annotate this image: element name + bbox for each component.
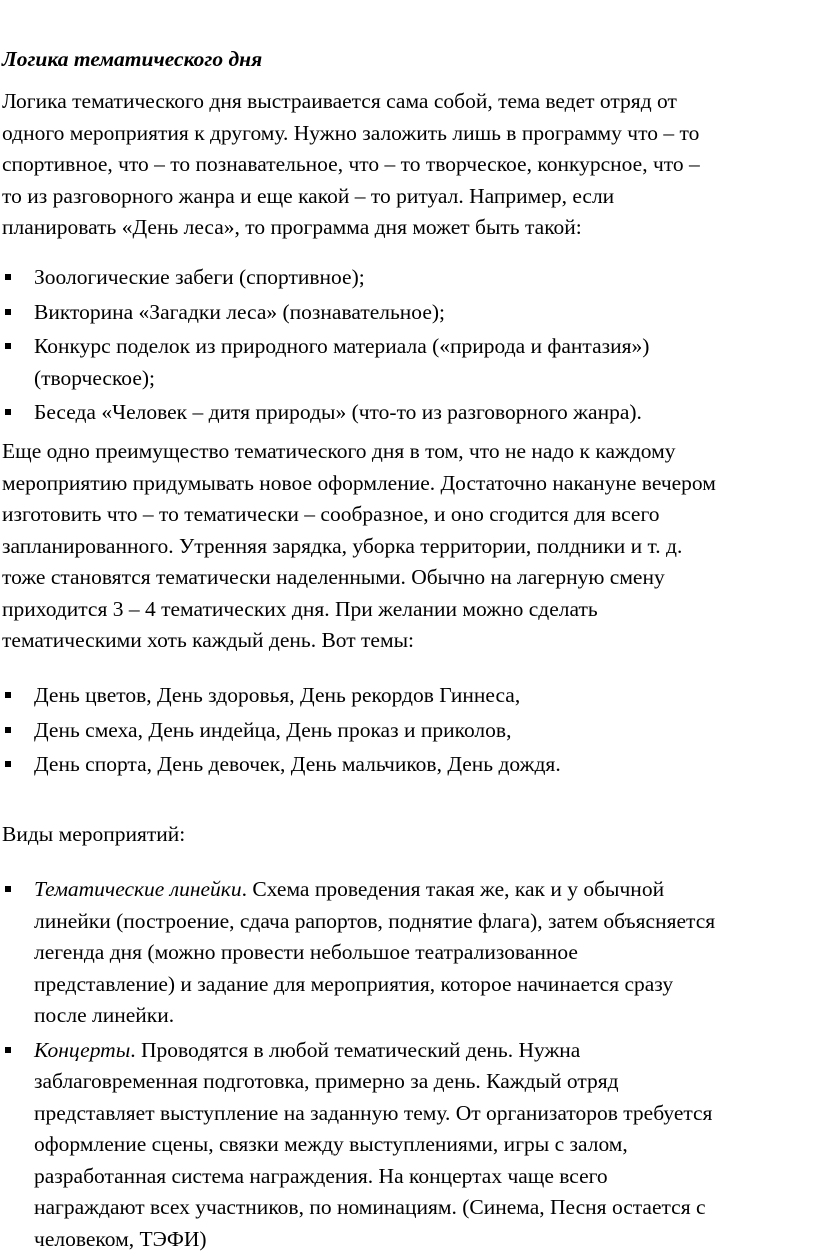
list-item-text: человеком, ТЭФИ) [34,1226,207,1251]
advantage-line: приходится 3 – 4 тематических дня. При желании можно сделать [2,596,598,621]
intro-line: то из разговорного жанра и еще какой – то ритуал. Например, если [2,183,615,208]
list-item-text: разработанная система награждения. На концертах чаще всего [34,1163,608,1188]
list-item-text: День цветов, День здоровья, День рекордов Гиннеса, [34,683,521,707]
list-item-text: представляет выступление на заданную тему. От организаторов требуется [34,1100,713,1125]
square-bullet-icon [5,343,11,349]
intro-line: спортивное, что – то познавательное, что – то творческое, конкурсное, что – [2,152,700,176]
list-item-text: Конкурс поделок из природного материала («природа и фантазия») [34,334,650,358]
list-item [0,715,812,747]
list-item [0,874,812,1032]
event-first-rest: . Проводятся в любой тематический день. Нужна [130,1037,581,1062]
square-bullet-icon [5,727,11,733]
list-item [0,680,812,712]
advantage-paragraph [2,436,812,657]
square-bullet-icon [5,274,11,280]
event-types-label [2,819,812,851]
advantage-line: Еще одно преимущество тематического дня в том, что не надо к каждому [2,439,676,463]
advantage-line: запланированного. Утренняя зарядка, уборка территории, полдники и т. д. [2,533,683,558]
list-item [0,331,812,394]
list-item-text: представление) и задание для мероприятия, которое начинается сразу [34,971,674,996]
intro-paragraph [2,86,812,244]
event-term: Тематические линейки [34,877,242,901]
intro-line: планировать «День леса», то программа дня может быть такой: [2,215,582,239]
advantage-line: тоже становятся тематически наделенными. Обычно на лагерную смену [2,565,665,589]
intro-line: одного мероприятия к другому. Нужно заложить лишь в программу что – то [2,120,700,145]
square-bullet-icon [5,409,11,415]
intro-line: Логика тематического дня выстраивается сама собой, тема ведет отряд от [2,89,677,113]
list-item-text: после линейки. [34,1003,175,1027]
list-item-first-line [34,874,812,906]
square-bullet-icon [5,309,11,315]
list-item-text: (творческое); [34,365,156,390]
list-item-text: Викторина «Загадки леса» (познавательное); [34,299,445,324]
list-item-first-line [34,1035,812,1067]
square-bullet-icon [5,692,11,698]
list-item [0,297,812,329]
themes-list [0,680,812,781]
event-first-rest: . Схема проведения такая же, как и у обычной [241,877,665,901]
list-item-text: линейки (построение, сдача рапортов, поднятие флага), затем объясняется [34,908,716,933]
list-item-text: награждают всех участников, по номинациям. (Синема, Песня остается с [34,1195,706,1219]
list-item-text: легенда дня (можно провести небольшое театрализованное [34,940,578,964]
list-item [0,397,812,429]
list-item-text: День смеха, День индейца, День проказ и приколов, [34,717,512,742]
advantage-line: мероприятию придумывать новое оформление. Достаточно накануне вечером [2,470,716,495]
list-item-text: оформление сцены, связки между выступлениями, игры с залом, [34,1132,628,1156]
list-item-text: Зоологические забеги (спортивное); [34,265,365,289]
list-item [0,262,812,294]
section-heading: Логика тематического дня [2,47,263,71]
event-term: Концерты [34,1037,131,1062]
square-bullet-icon [5,1047,11,1053]
event-types-label-text: Виды мероприятий: [2,822,186,846]
list-item [0,749,812,781]
square-bullet-icon [5,886,11,892]
advantage-line: тематическими хоть каждый день. Вот темы: [2,628,414,652]
event-types-list [0,874,812,1255]
square-bullet-icon [5,761,11,767]
list-item-text: День спорта, День девочек, День мальчиков, День дождя. [34,752,561,776]
list-item-text: заблаговременная подготовка, примерно за день. Каждый отряд [34,1069,619,1093]
list-item [0,1035,812,1256]
advantage-line: изготовить что – то тематически – сообразное, и оно сгодится для всего [2,502,660,526]
forest-day-list [0,262,812,429]
list-item-text: Беседа «Человек – дитя природы» (что-то из разговорного жанра). [34,400,642,424]
